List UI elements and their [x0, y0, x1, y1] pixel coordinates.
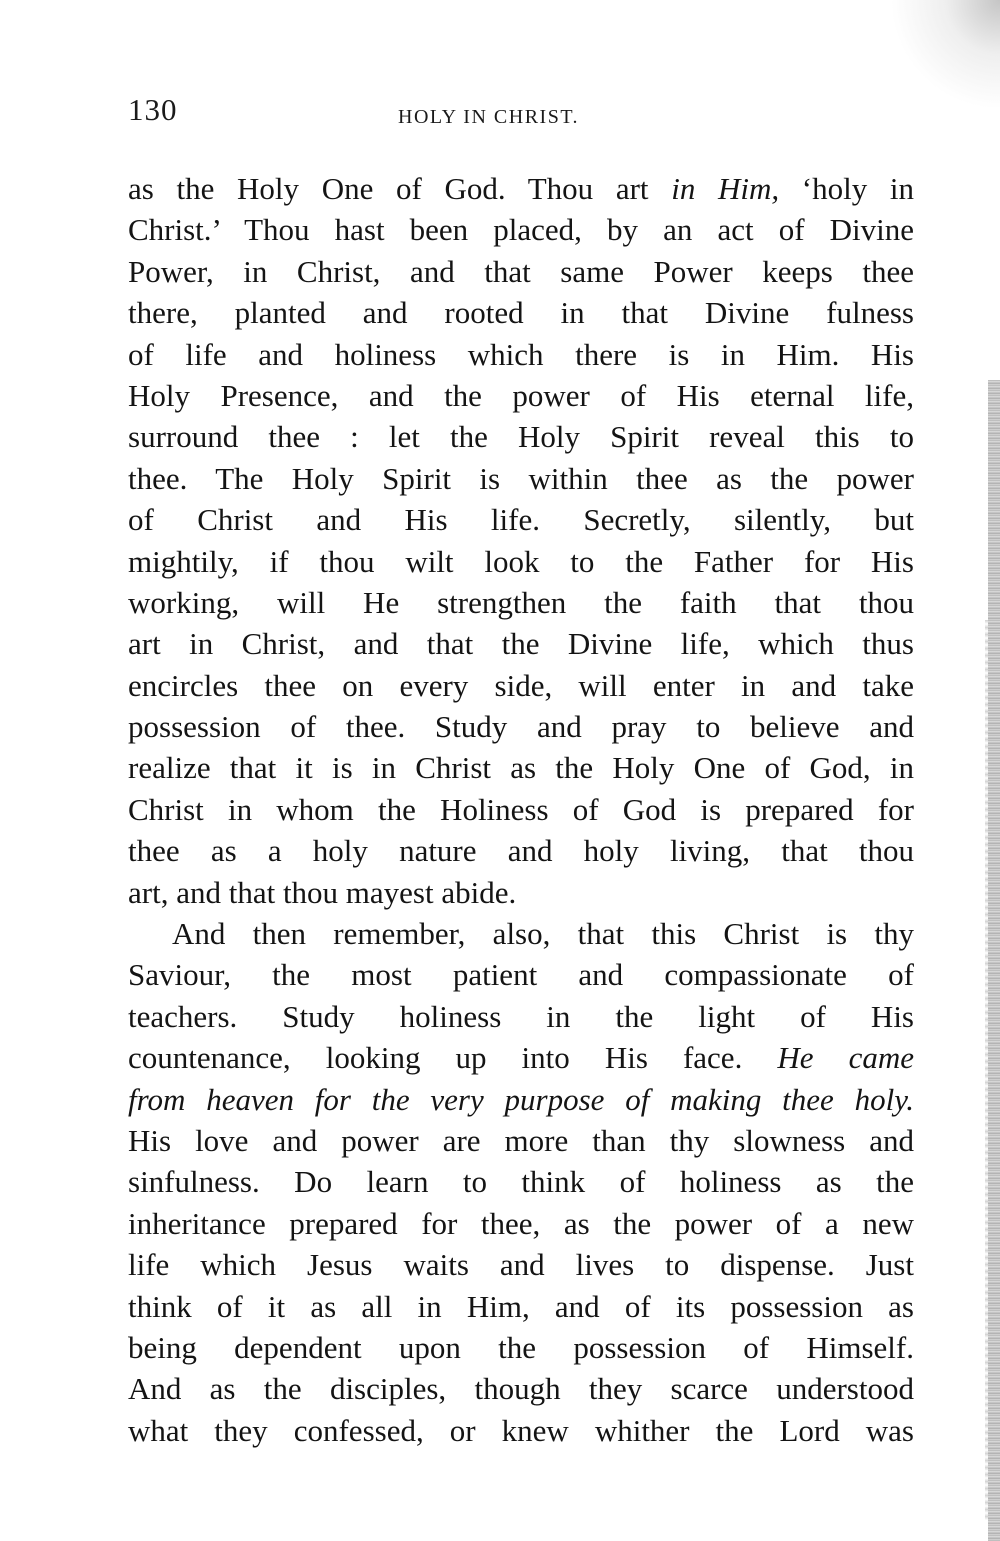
- text-line: Power, in Christ, and that same Power keeps thee: [128, 253, 914, 289]
- text-line: His love and power are more than thy slowness and: [128, 1122, 914, 1158]
- text-line: Christ.’ Thou hast been placed, by an act of Divine: [128, 212, 914, 248]
- running-title: HOLY IN CHRIST.: [398, 106, 580, 128]
- text-line: countenance, looking up into His face. He came: [128, 1040, 914, 1076]
- text-line: sinfulness. Do learn to think of holiness as the: [128, 1164, 914, 1200]
- text-line: Christ in whom the Holiness of God is prepared for: [128, 791, 914, 827]
- text-line: art in Christ, and that the Divine life, which thus: [128, 626, 914, 662]
- text-line: working, will He strengthen the faith that thou: [128, 584, 914, 620]
- text-line: thee as a holy nature and holy living, that thou: [128, 833, 914, 869]
- text-line: encircles thee on every side, will enter in and take: [128, 667, 914, 703]
- scan-page-edge-faint: [985, 620, 988, 1520]
- text-line: being dependent upon the possession of Himself.: [128, 1329, 914, 1365]
- text-line: realize that it is in Christ as the Holy One of God, in: [128, 750, 914, 786]
- text-line-italic: from heaven for the very purpose of making thee holy.: [128, 1081, 914, 1117]
- text-line: teachers. Study holiness in the light of His: [128, 998, 914, 1034]
- scan-page-edge: [988, 380, 1000, 1541]
- text-line: thee. The Holy Spirit is within thee as the power: [128, 460, 914, 496]
- page-number: 130: [128, 92, 178, 127]
- text-line: think of it as all in Him, and of its possession as: [128, 1288, 914, 1324]
- text-line: Saviour, the most patient and compassionate of: [128, 957, 914, 993]
- text-line: there, planted and rooted in that Divine fulness: [128, 295, 914, 331]
- text-line: inheritance prepared for thee, as the power of a new: [128, 1205, 914, 1241]
- text-line: life which Jesus waits and lives to dispense. Just: [128, 1247, 914, 1283]
- text-line: Holy Presence, and the power of His eternal life,: [128, 377, 914, 413]
- italic-phrase: He came: [777, 1040, 914, 1076]
- text-line: And as the disciples, though they scarce understood: [128, 1371, 914, 1407]
- text-line: of Christ and His life. Secretly, silently, but: [128, 502, 914, 538]
- text-line: of life and holiness which there is in Him. His: [128, 336, 914, 372]
- text-line: as the Holy One of God. Thou art in Him, ‘holy in: [128, 171, 915, 206]
- running-head: [128, 92, 914, 132]
- italic-phrase: in Him,: [671, 171, 780, 206]
- text-line-paragraph-end: art, and that thou mayest abide.: [128, 874, 517, 910]
- text-line: mightily, if thou wilt look to the Father for His: [128, 543, 914, 579]
- text-line: what they confessed, or knew whither the Lord was: [128, 1412, 914, 1448]
- text-line: surround thee : let the Holy Spirit reveal this to: [128, 419, 914, 455]
- text-line: possession of thee. Study and pray to believe and: [128, 709, 914, 745]
- body-text: [128, 168, 914, 1451]
- text-line-paragraph-start: And then remember, also, that this Christ is thy: [172, 916, 914, 952]
